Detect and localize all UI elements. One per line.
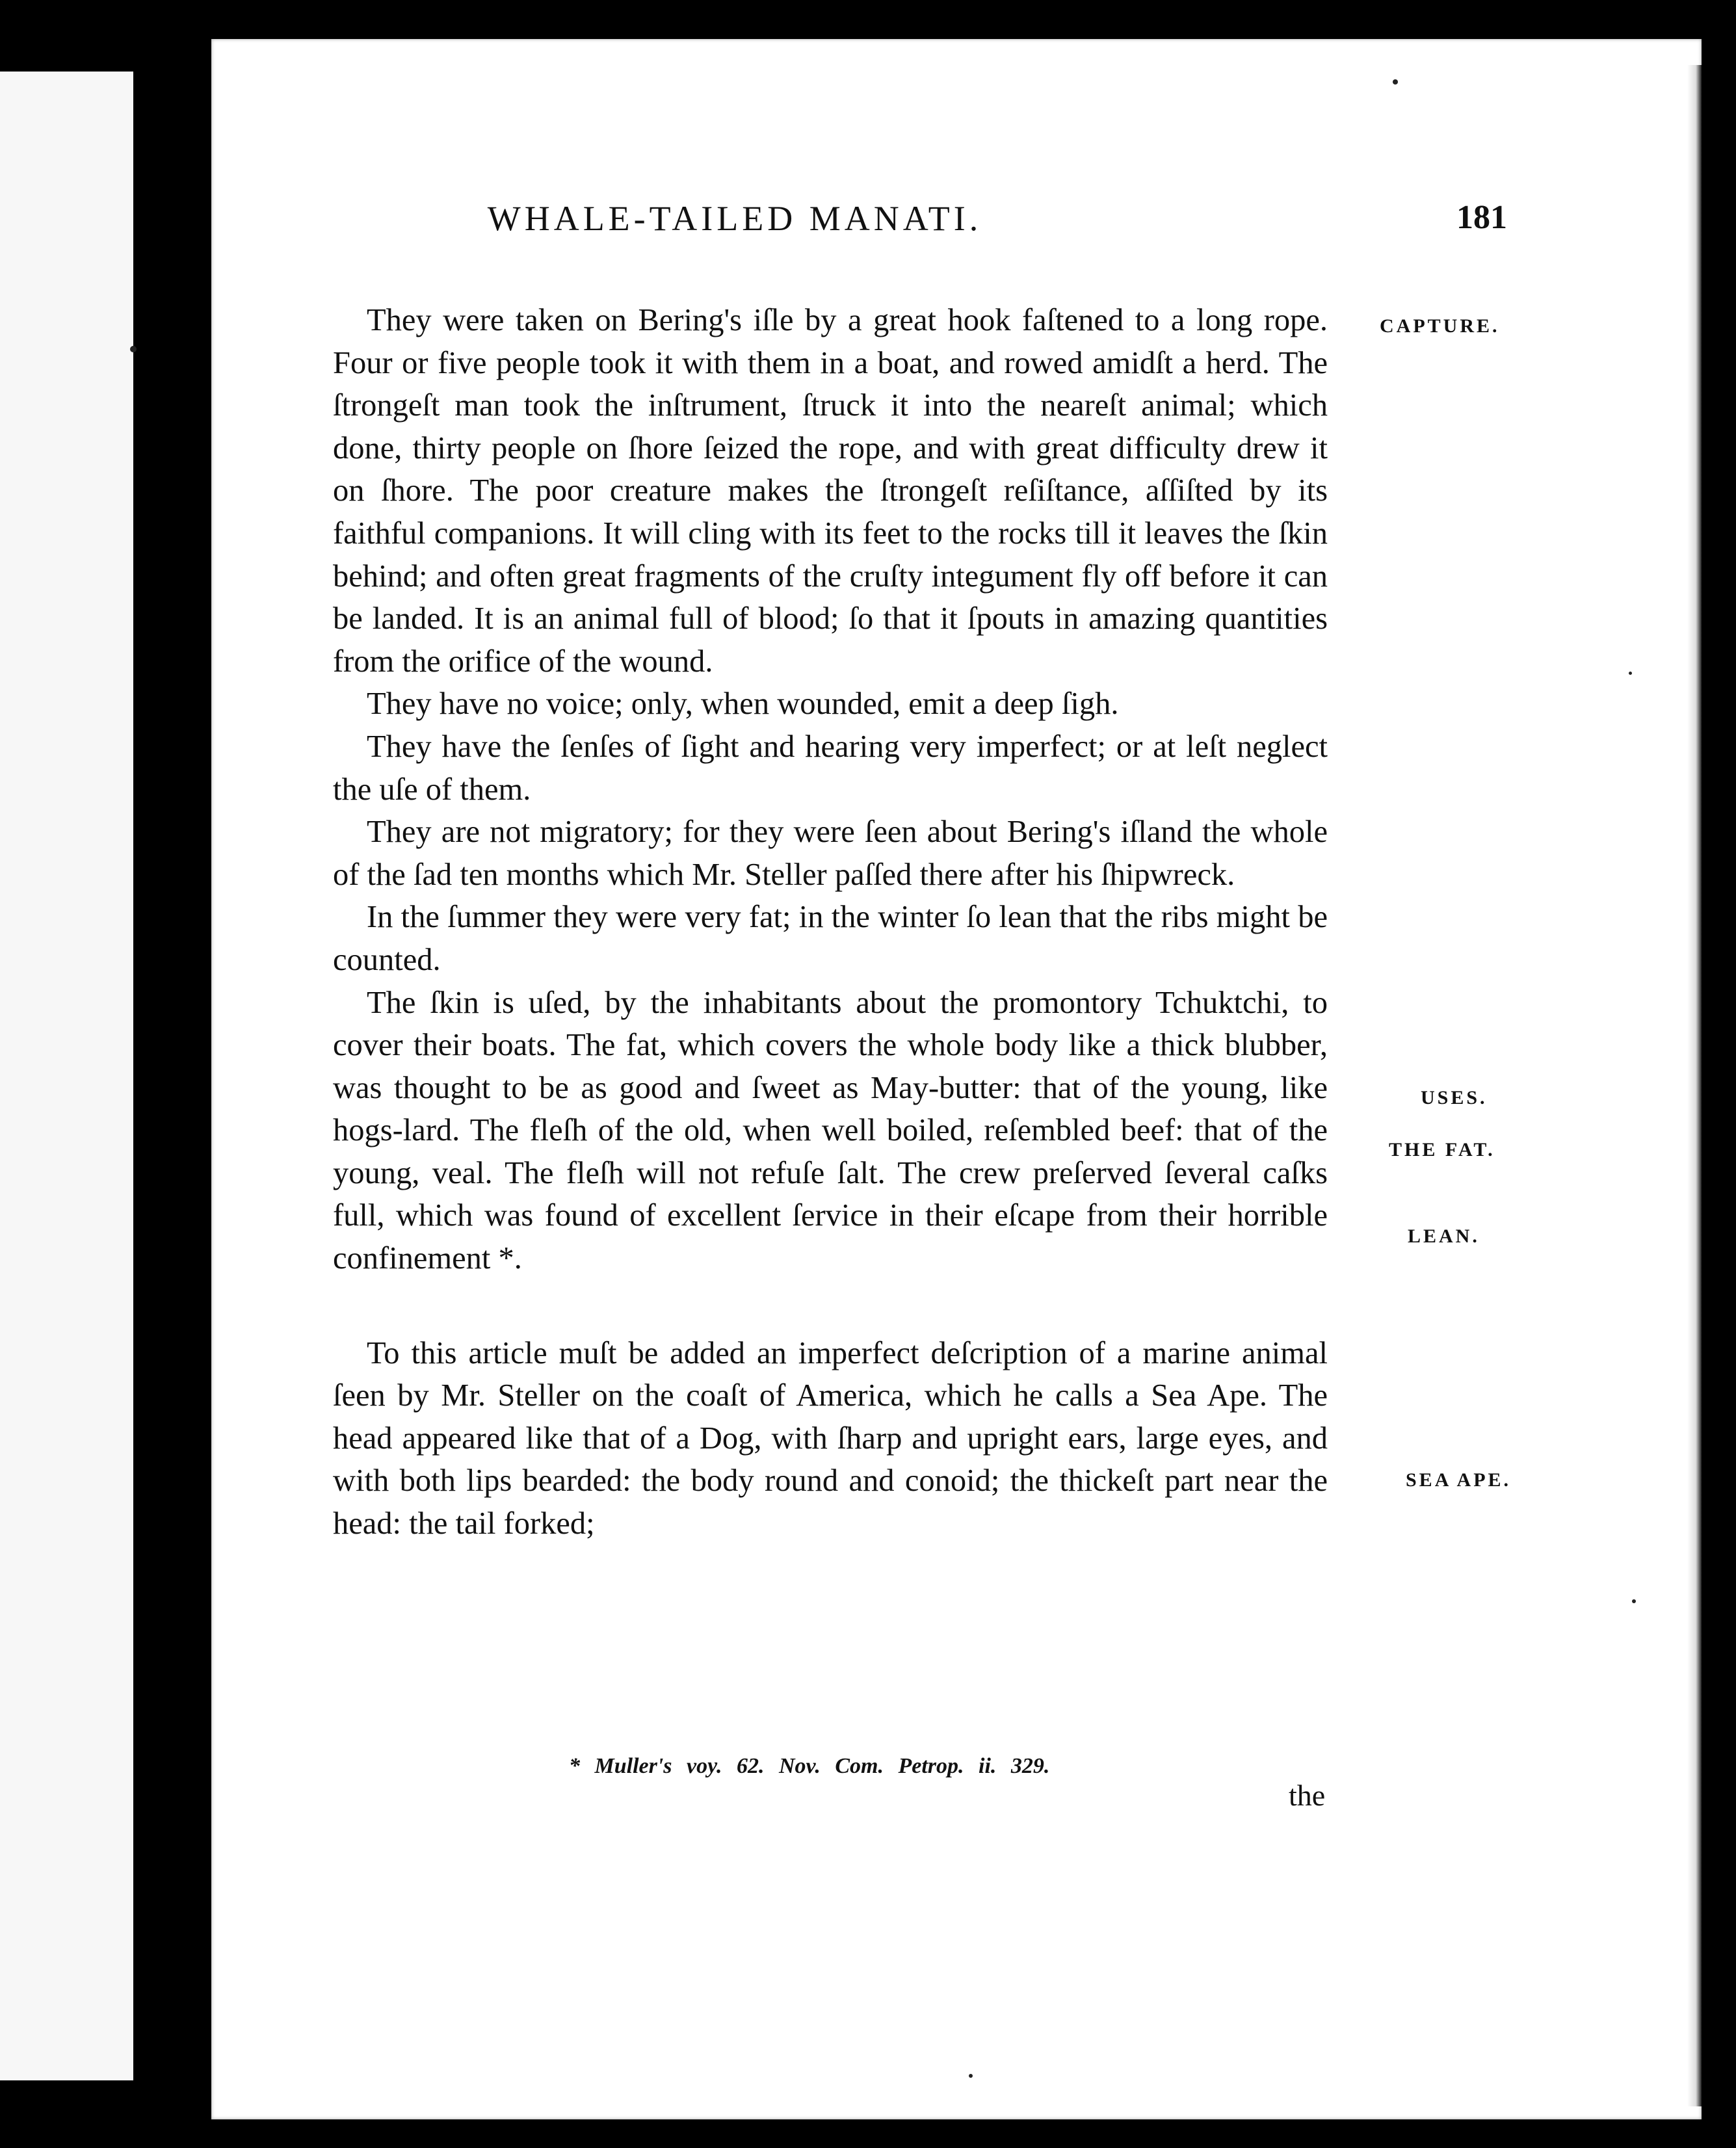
margin-note-capture: CAPTURE. — [1380, 315, 1500, 337]
margin-note-sea-ape: SEA APE. — [1406, 1469, 1512, 1491]
catchword: the — [1289, 1779, 1326, 1812]
facing-page-edge — [0, 72, 133, 2080]
print-speck — [130, 346, 137, 352]
print-speck — [1393, 79, 1398, 85]
paragraph-voice: They have no voice; only, when wounded, emit a deep ſigh. — [367, 687, 1119, 722]
paragraph-senses: They have the ſenſes of ſight and hearing very imperfect; or at leſt neglect the uſe of them. — [333, 729, 1328, 807]
paragraph-migratory: They are not migratory; for they were ſeen about Bering's iſland the whole of the ſad ten months which Mr. Steller paſſed there after his ſhipwreck. — [333, 815, 1328, 892]
print-speck — [1632, 1599, 1636, 1603]
paragraph-sea-ape: To this article muſt be added an imperfect deſcription of a marine animal ſeen by Mr. Steller on the coaſt of America, which he calls a Sea Ape. The head appeared like that of a Dog, with ſharp and upright ears, large eyes, and with both lips bearded: the body round and conoid; the thickeſt part near the head: the tail forked; — [333, 1335, 1328, 1541]
margin-note-the-fat: THE FAT. — [1389, 1139, 1495, 1160]
body-text — [333, 299, 1328, 1545]
footnote: * Muller's voy. 62. Nov. Com. Petrop. ii. 329. — [569, 1754, 1050, 1778]
print-speck — [969, 2074, 973, 2078]
running-title: WHALE-TAILED MANATI. — [487, 199, 982, 238]
paragraph-uses: The ſkin is uſed, by the inhabitants about the promontory Tchuktchi, to cover their boats. The fat, which covers the whole body like a thick blubber, was thought to be as good and ſweet as May-butter: that of the young, like hogs-lard. The fleſh of the old, when well boiled, reſembled beef: that of the young, veal. The fleſh will not refuſe ſalt. The crew preſerved ſeveral caſks full, which was found of excellent ſervice in their eſcape from their horrible confinement *. — [333, 985, 1328, 1276]
paragraph-capture: They were taken on Bering's iſle by a great hook faſtened to a long rope. Four or five people took it with them in a boat, and rowed amidſt a herd. The ſtrongeſt man took the inſtrument, ſtruck it into the neareſt animal; which done, thirty people on ſhore ſeized the rope, and with great difficulty drew it on ſhore. The poor creature makes the ſtrongeſt reſiſtance, aſſiſted by its faithful companions. It will cling with its feet to the rocks till it leaves the ſkin behind; and often great fragments of the cruſty integument fly off before it can be landed. It is an animal full of blood; ſo that it ſpouts in amazing quantities from the orifice of the wound. — [333, 303, 1328, 679]
paragraph-seasons: In the ſummer they were very fat; in the winter ſo lean that the ribs might be counted. — [333, 900, 1328, 977]
page-number: 181 — [1456, 199, 1507, 236]
margin-note-uses: USES. — [1421, 1087, 1488, 1108]
print-speck — [1629, 672, 1632, 675]
margin-note-lean: LEAN. — [1408, 1225, 1480, 1247]
